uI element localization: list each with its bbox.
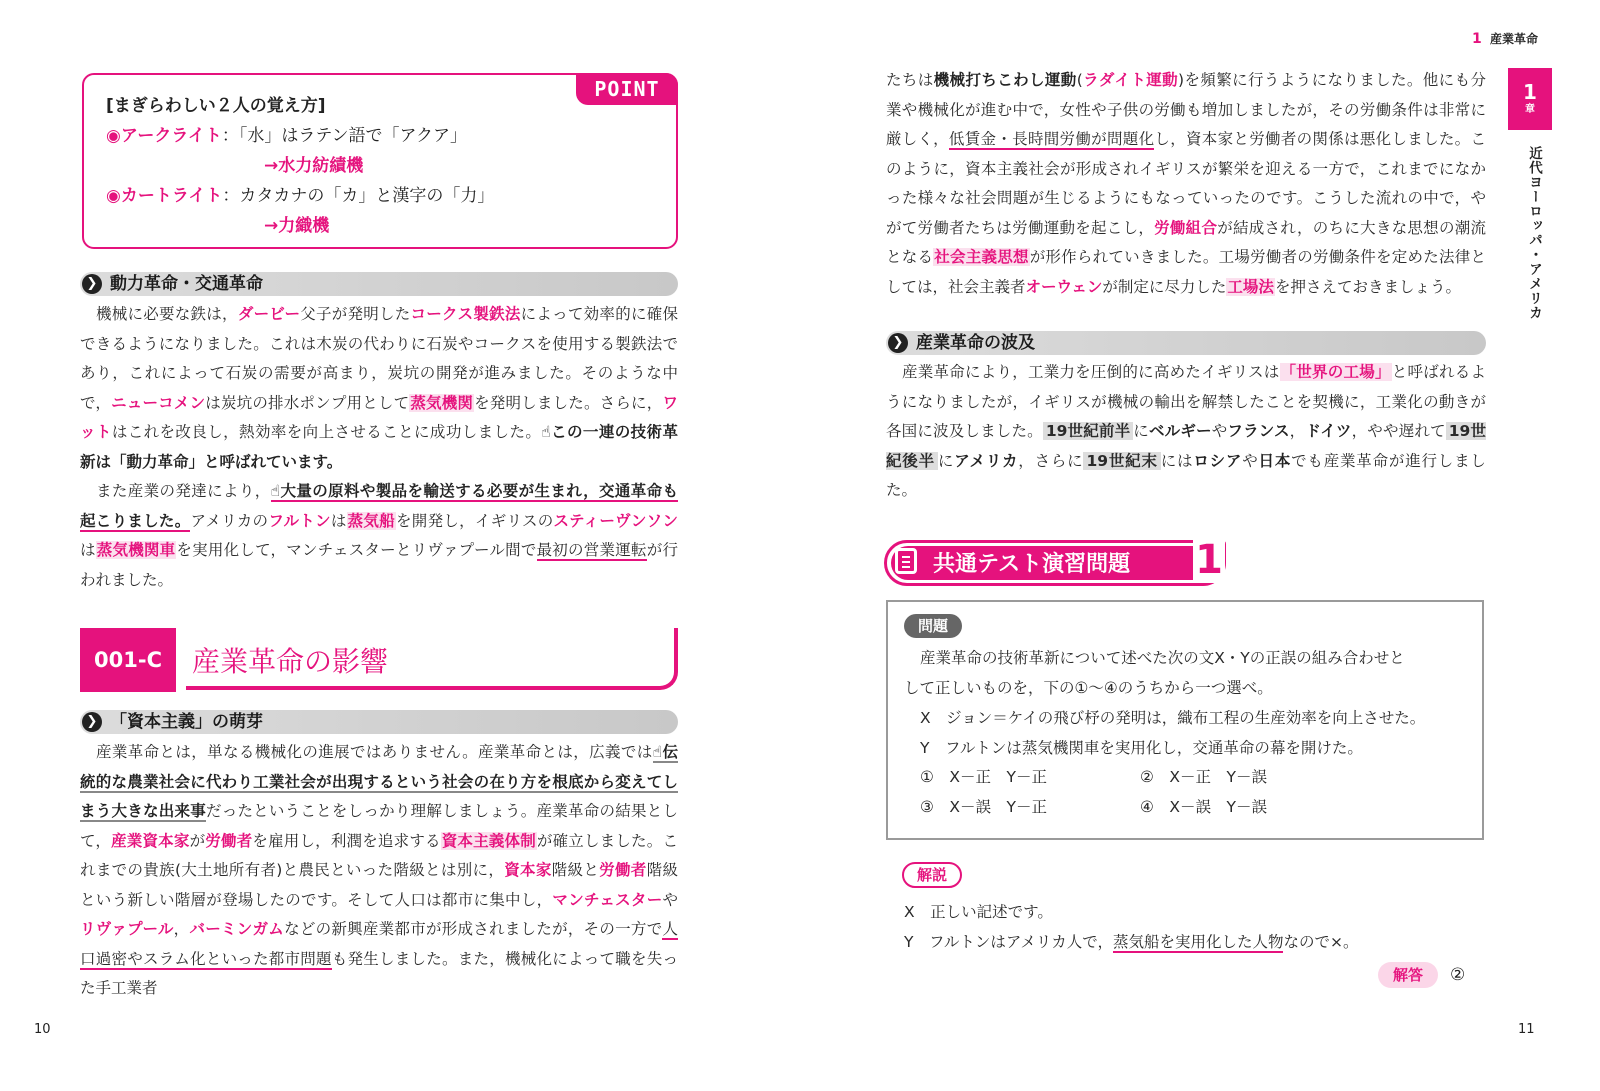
point-item-2: ◉カートライト：カタカナの「カ」と漢字の「力」 bbox=[106, 186, 495, 206]
point-result-2: →力織機 bbox=[264, 216, 330, 236]
side-tab-title: 近代ヨーロッパ・アメリカ bbox=[1526, 146, 1542, 320]
paragraph: また産業の発達により，☝大量の原料や製品を輸送する必要が生まれ，交通革命も起こりました。アメリカのフルトンは蒸気船を開発し，イギリスのスティーヴンソンは蒸気機関車を実用化して，マンチェスターとリヴァプール間で最初の営業運転が行われました。 bbox=[80, 482, 678, 589]
section-heading-dohryoku: ❯ 動力革命・交通革命 bbox=[80, 272, 678, 296]
statement-x: X ジョン＝ケイの飛び杼の発明は，織布工程の生産効率を向上させた。 bbox=[920, 709, 1426, 727]
answer-tag: 解答 bbox=[1378, 962, 1438, 988]
page-number-left: 10 bbox=[34, 1022, 51, 1037]
body-text-right bbox=[886, 66, 1486, 302]
section-title: 産業革命の影響 bbox=[192, 645, 389, 678]
question-text-1: 産業革命の技術革新について述べた次の文X・Yの正誤の組み合わせと bbox=[920, 649, 1405, 667]
point-result-1: →水力紡績機 bbox=[264, 156, 364, 176]
paragraph: 機械に必要な鉄は，ダービー父子が発明したコークス製鉄法によって効率的に確保できるようになりました。これは木炭の代わりに石炭やコークスを使用する製鉄法であり，これによって石炭の需要が高まり，炭坑の開発が進みました。そのような中で，ニューコメンは炭坑の排水ポンプ用として蒸気機関を発明しました。さらに，ワットはこれを改良し，熱効率を向上させることに成功しました。☝この一連の技術革新は「動力革命」と呼ばれています。 bbox=[80, 305, 678, 471]
explanation-y: Y フルトンはアメリカ人で，蒸気船を実用化した人物なので×。 bbox=[904, 933, 1359, 951]
chevron-right-icon: ❯ bbox=[888, 333, 908, 353]
chevron-right-icon: ❯ bbox=[82, 712, 102, 732]
section-heading-hakyu: ❯ 産業革命の波及 bbox=[886, 331, 1486, 355]
statement-y: Y フルトンは蒸気機関車を実用化し，交通革命の幕を開けた。 bbox=[920, 739, 1363, 757]
chapter-number: 1 bbox=[1472, 31, 1482, 47]
body-text-dohryoku bbox=[80, 300, 678, 595]
exercise-title: 共通テスト演習問題 bbox=[933, 552, 1131, 577]
paragraph: たちは機械打ちこわし運動(ラダイト運動)を頻繁に行うようになりました。他にも分業や機械化が進む中で，女性や子供の労働も増加しましたが，その労働条件は非常に厳しく，低賃金・長時間労働が問題化し，資本家と労働者の関係は悪化しました。このように，資本主義社会が形成されイギリスが繁栄を迎える一方で，これまでになかった様々な社会問題が生じるようにもなっていったのです。こうした流れの中で，やがて労働者たちは労働運動を起こし，労働組合が結成され，のちに大きな思想の潮流となる社会主義思想が形作られていきました。工場労働者の労働条件を定めた法律としては，社会主義者オーウェンが制定に尽力した工場法を押さえておきましょう。 bbox=[886, 71, 1486, 296]
question-box bbox=[886, 600, 1484, 840]
chapter-side-tab bbox=[1508, 68, 1552, 130]
point-item-1: ◉アークライト：「水」はラテン語で「アクア」 bbox=[106, 126, 467, 146]
page-number-right: 11 bbox=[1518, 1022, 1535, 1037]
section-badge: 001-C bbox=[80, 628, 176, 692]
body-text-hakyu bbox=[886, 358, 1486, 506]
question-tag: 問題 bbox=[904, 614, 962, 638]
side-tab-number: 1 bbox=[1523, 80, 1537, 104]
section-title-box bbox=[186, 628, 678, 690]
point-title: [まぎらわしい２人の覚え方] bbox=[106, 96, 326, 116]
point-tag: POINT bbox=[576, 73, 678, 105]
explanation-x: X 正しい記述です。 bbox=[904, 903, 1053, 921]
explanation-tag: 解説 bbox=[902, 862, 962, 888]
chapter-title: 産業革命 bbox=[1489, 32, 1538, 46]
paragraph: 産業革命とは，単なる機械化の進展ではありません。産業革命とは，広義では☝伝統的な農業社会に代わり工業社会が出現するという社会の在り方を根底から変えてしまう大きな出来事だったということをしっかり理解しましょう。産業革命の結果として，産業資本家が労働者を雇用し，利潤を追求する資本主義体制が確立しました。これまでの貴族(大土地所有者)と農民といった階級とは別に，資本家階級と労働者階級という新しい階層が登場したのです。そして人口は都市に集中し，マンチェスターやリヴァプール，バーミンガムなどの新興産業都市が形成されましたが，その一方で人口過密やスラム化といった都市問題も発生しました。また，機械化によって職を失った手工業者 bbox=[80, 743, 678, 997]
running-header bbox=[1472, 30, 1538, 47]
exercise-number: 1 bbox=[1195, 537, 1223, 583]
section-heading-shihon: ❯ 「資本主義」の萌芽 bbox=[80, 710, 678, 734]
body-text-shihon bbox=[80, 738, 678, 1004]
point-box bbox=[82, 73, 678, 249]
side-tab-unit: 章 bbox=[1525, 104, 1535, 115]
option-4: ④ X－誤 Y－誤 bbox=[1140, 798, 1267, 816]
document-icon bbox=[895, 548, 917, 574]
question-text-2: して正しいものを，下の①～④のうちから一つ選べ。 bbox=[904, 679, 1273, 697]
chevron-right-icon: ❯ bbox=[82, 274, 102, 294]
paragraph: 産業革命により，工業力を圧倒的に高めたイギリスは「世界の工場」と呼ばれるようになりましたが，イギリスが機械の輸出を解禁したことを契機に，工業化の動きが各国に波及しました。 19世紀前半 にベルギーやフランス，ドイツ，やや遅れて 19世紀後半 にアメリカ，さらに 19世紀末 にはロシアや日本でも産業革命が進行しました。 bbox=[886, 363, 1486, 499]
exercise-heading bbox=[884, 537, 1226, 586]
answer-value: ② bbox=[1450, 965, 1466, 985]
option-3: ③ X－誤 Y－正 bbox=[920, 798, 1047, 816]
option-1: ① X－正 Y－正 bbox=[920, 768, 1047, 786]
option-2: ② X－正 Y－誤 bbox=[1140, 768, 1267, 786]
